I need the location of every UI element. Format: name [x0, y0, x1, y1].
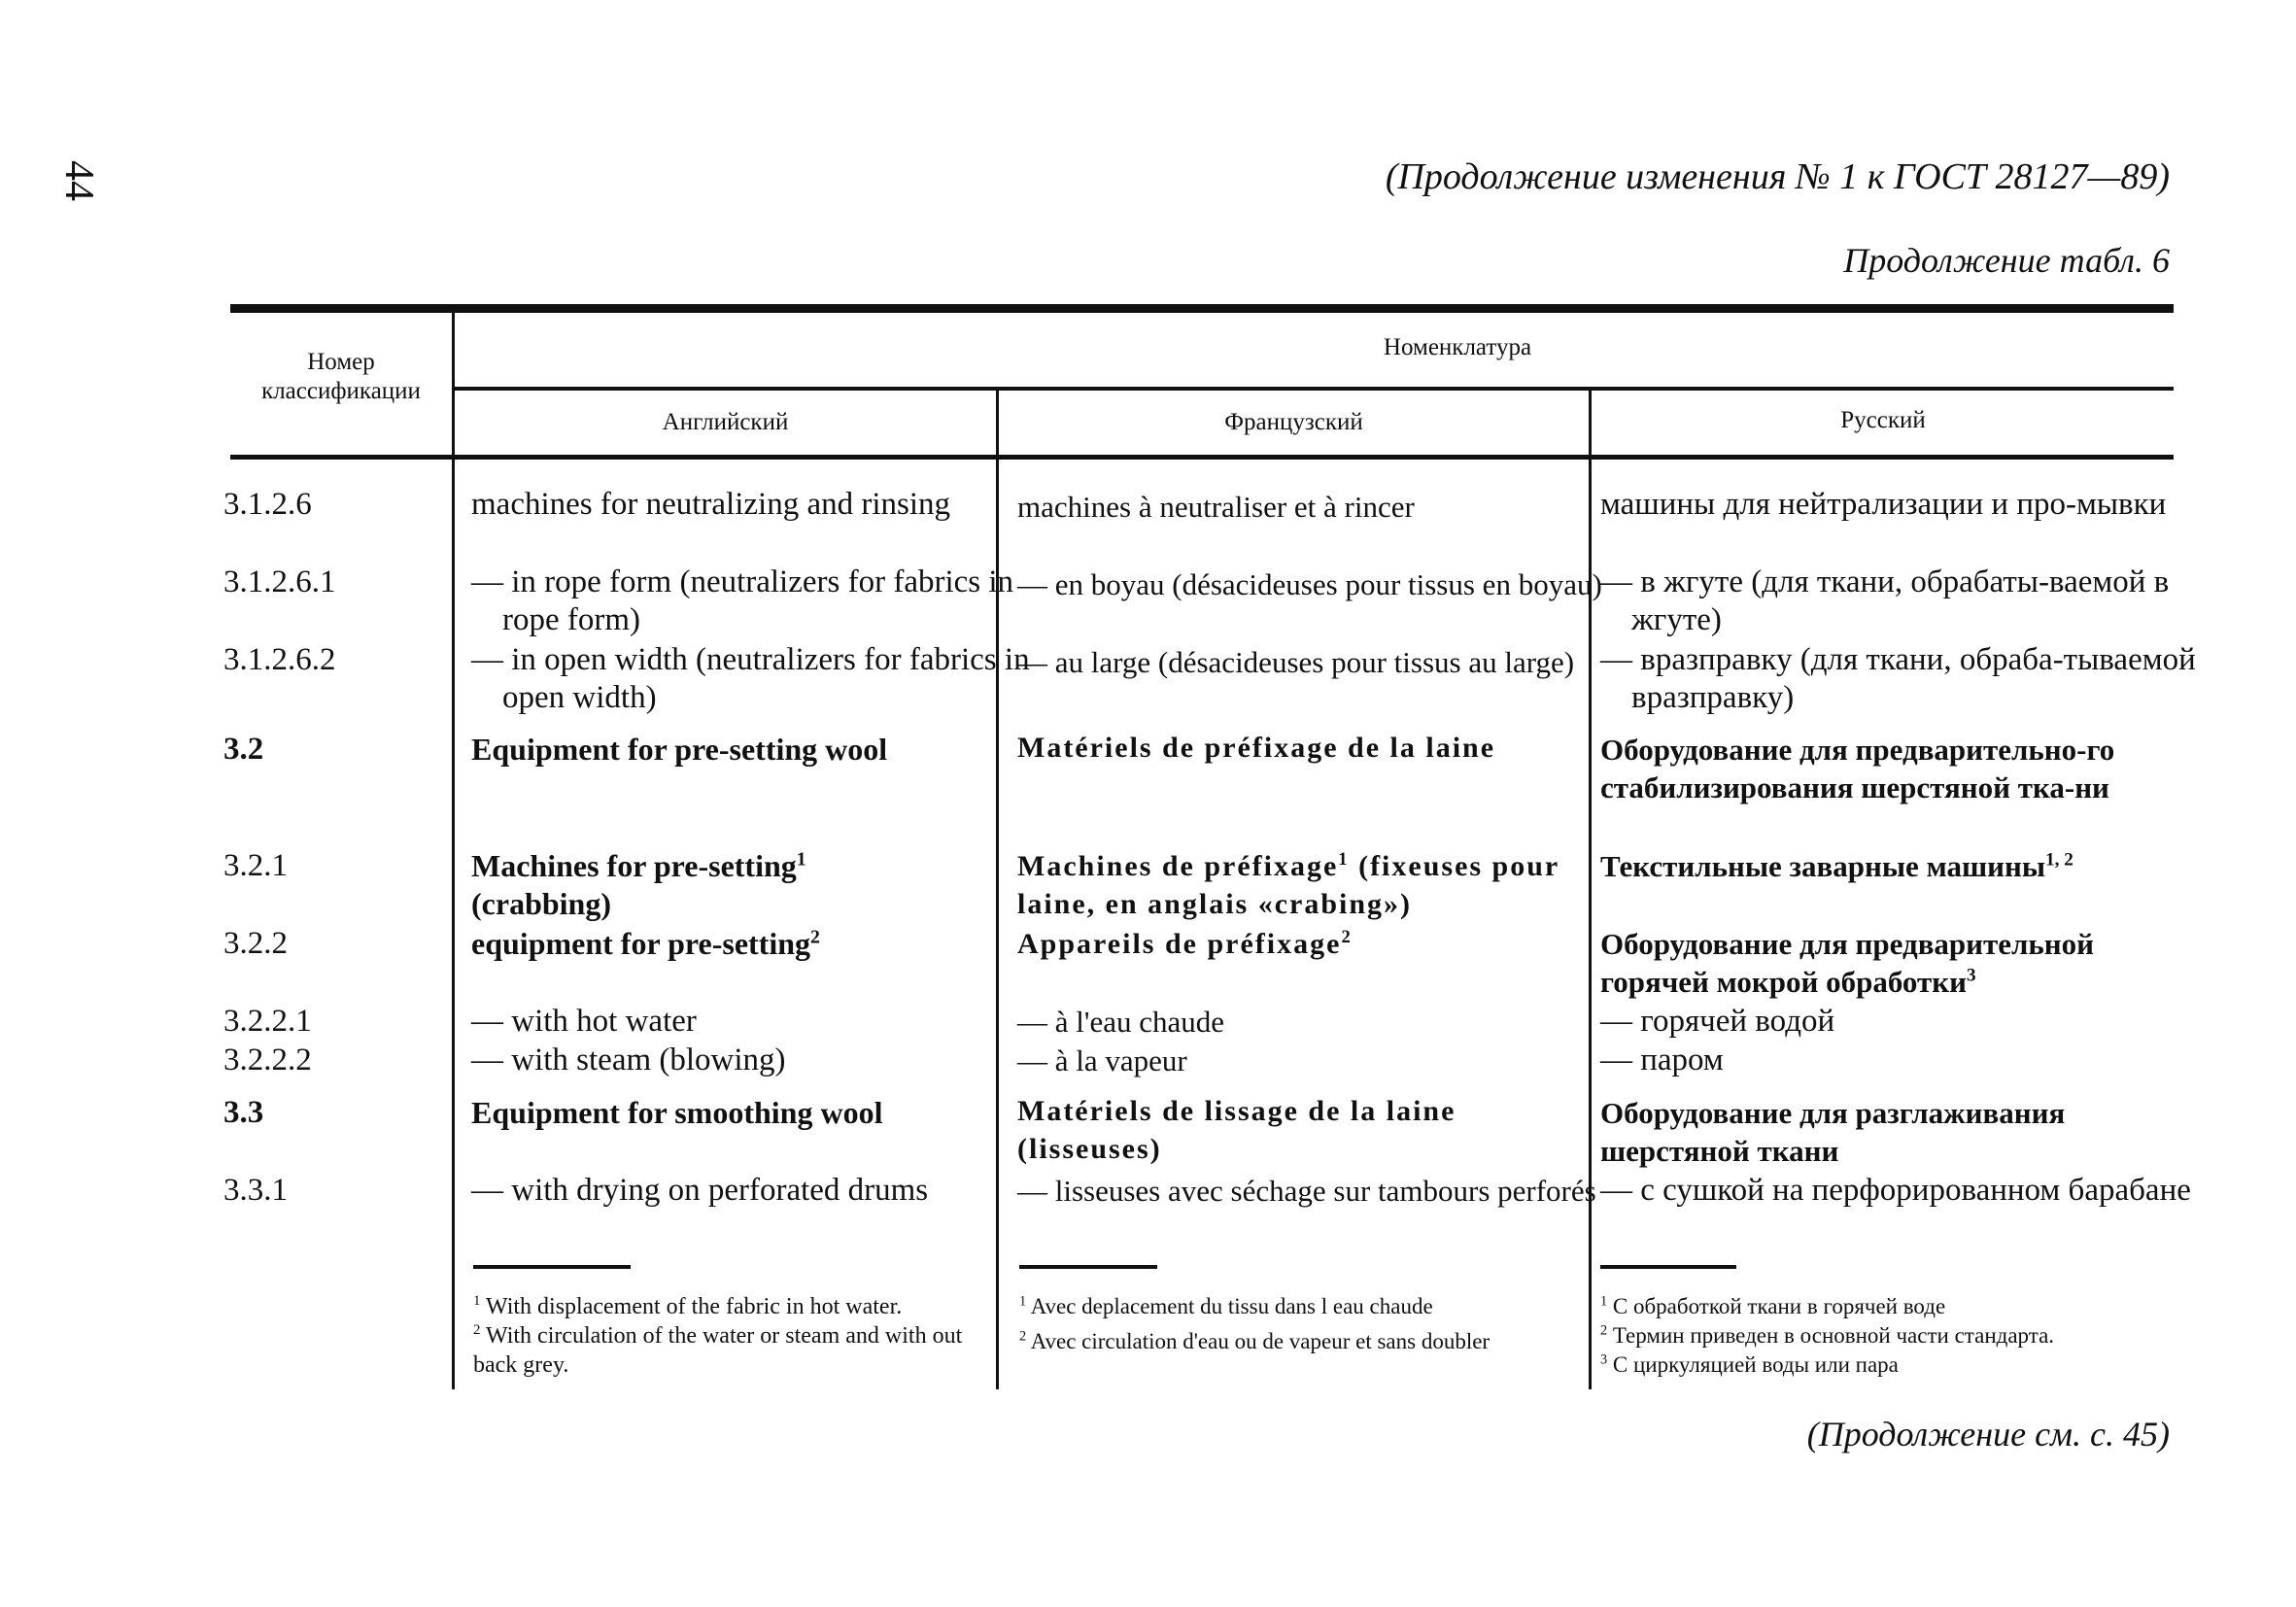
table-continuation-label: Продолжение табл. 6 [1843, 241, 2170, 280]
row-russian: — в жгуте (для ткани, обрабаты-ваемой в жгуте) [1600, 564, 2170, 637]
footnote-number: 2 [473, 1322, 481, 1338]
footnote-rule-english [473, 1265, 631, 1269]
footnote-number: 2 [1600, 1322, 1608, 1339]
footnote-rule-russian [1600, 1265, 1736, 1269]
column-divider-3 [1589, 389, 1592, 1389]
row-french: Matériels de préfixage de la laine [1017, 732, 1496, 764]
footnote-text: С обработкой ткани в горячей воде [1612, 1294, 1946, 1318]
header-mid-rule [452, 387, 2174, 391]
footnote-text: Avec circulation d'eau ou de vapeur et sans doubler [1030, 1329, 1491, 1353]
row-french: — au large (désacideuses pour tissus au large) [1017, 645, 1575, 679]
header-french: Французский [1224, 409, 1363, 435]
footnote-number: 1 [473, 1293, 481, 1309]
continuation-note: (Продолжение см. с. 45) [1806, 1415, 2170, 1453]
header-russian: Русский [1840, 407, 1926, 433]
row-french-text: Machines de préfixage [1017, 850, 1339, 882]
footnote-ref: 1 [1338, 849, 1350, 870]
row-english: — with steam (blowing) [471, 1043, 786, 1077]
row-english [471, 847, 1001, 923]
row-code: 3.2.2.1 [223, 1004, 312, 1039]
row-english: — with hot water [471, 1004, 697, 1039]
header-english: Английский [662, 409, 789, 435]
footnote-text: Avec deplacement du tissu dans l eau chaude [1030, 1294, 1433, 1318]
footnote-russian [1600, 1292, 2174, 1380]
header-number-column: Номер классификации [261, 349, 421, 404]
footnote-text: With circulation of the water or steam and with out back grey. [473, 1323, 963, 1378]
footnote-number: 1 [1019, 1293, 1027, 1310]
row-english-text-2: (crabbing) [471, 886, 611, 921]
row-french-text-2: (fixeuses pour laine, en anglais «crabing») [1017, 850, 1559, 920]
row-russian [1600, 925, 2169, 1001]
row-french: — à la vapeur [1017, 1043, 1187, 1077]
footnote-ref: 3 [1966, 965, 1976, 986]
row-russian: Оборудование для предварительно-го стабилизирования шерстяной тка-ни [1600, 733, 2115, 804]
row-code: 3.2.1 [223, 848, 288, 883]
row-code: 3.1.2.6 [223, 487, 312, 522]
header-bottom-rule [230, 455, 2174, 460]
row-french: Matériels de lissage de la laine (lisseuses) [1017, 1095, 1456, 1165]
row-code: 3.3 [223, 1095, 264, 1130]
row-code: 3.1.2.6.1 [223, 564, 336, 599]
row-french [1017, 847, 1571, 923]
document-header-title: (Продолжение изменения № 1 к ГОСТ 28127—89) [1385, 156, 2170, 197]
header-nomenclature: Номенклатура [1383, 334, 1532, 360]
row-russian: — вразправку (для ткани, обраба-тываемой вразправку) [1600, 642, 2196, 715]
row-english [471, 925, 1001, 963]
row-english: Equipment for pre-setting wool [471, 732, 888, 767]
row-russian: — паром [1600, 1043, 1724, 1077]
row-russian: — с сушкой на перфорированном барабане [1600, 1173, 2191, 1208]
footnote-number: 1 [1600, 1293, 1608, 1310]
row-code: 3.2.2 [223, 926, 288, 961]
row-english-text: Machines for pre-setting [471, 848, 797, 883]
row-russian-text: Текстильные заварные машины [1600, 849, 2046, 883]
column-divider-1 [452, 309, 455, 1389]
footnote-ref: 1 [796, 848, 806, 871]
row-russian: — горячей водой [1600, 1004, 1835, 1039]
row-russian: машины для нейтрализации и про-мывки [1600, 487, 2167, 522]
row-code: 3.3.1 [223, 1173, 288, 1208]
row-french-text: Appareils de préfixage [1017, 928, 1342, 960]
row-english-text: equipment for pre-setting [471, 926, 811, 961]
footnote-number: 2 [1019, 1328, 1027, 1345]
page-number: 44 [56, 160, 101, 201]
row-french: — lisseuses avec séchage sur tambours perforés [1017, 1174, 1596, 1208]
row-english: — with drying on perforated drums [471, 1173, 929, 1208]
row-english: — in open width (neutralizers for fabrics in open width) [471, 642, 1030, 715]
footnote-ref: 2 [1341, 927, 1353, 947]
table-top-rule [230, 304, 2174, 313]
row-code: 3.2 [223, 732, 264, 767]
row-french [1017, 925, 1571, 963]
footnote-french [1019, 1292, 1588, 1356]
row-russian [1600, 847, 2169, 885]
row-russian-text: Оборудование для предварительной горячей мокрой обработки [1600, 927, 2095, 999]
row-english: machines for neutralizing and rinsing [471, 487, 951, 522]
row-code: 3.1.2.6.2 [223, 642, 336, 677]
row-french: — en boyau (désacideuses pour tissus en boyau) [1017, 567, 1602, 601]
row-russian: Оборудование для разглаживания шерстяной ткани [1600, 1096, 2066, 1168]
footnote-english [473, 1292, 988, 1380]
footnote-text: С циркуляцией воды или пара [1612, 1352, 1899, 1377]
row-english: — in rope form (neutralizers for fabrics in rope form) [471, 564, 1014, 637]
footnote-rule-french [1019, 1265, 1157, 1269]
footnote-text: With displacement of the fabric in hot water. [486, 1294, 903, 1319]
footnote-text: Термин приведен в основной части стандарта. [1612, 1323, 2055, 1348]
row-french: — à l'eau chaude [1017, 1005, 1225, 1039]
footnote-ref: 2 [810, 926, 820, 948]
footnote-number: 3 [1600, 1351, 1608, 1368]
row-french: machines à neutraliser et à rincer [1017, 490, 1415, 524]
row-code: 3.2.2.2 [223, 1043, 312, 1077]
footnote-ref: 1, 2 [2045, 849, 2073, 871]
row-english: Equipment for smoothing wool [471, 1095, 883, 1130]
